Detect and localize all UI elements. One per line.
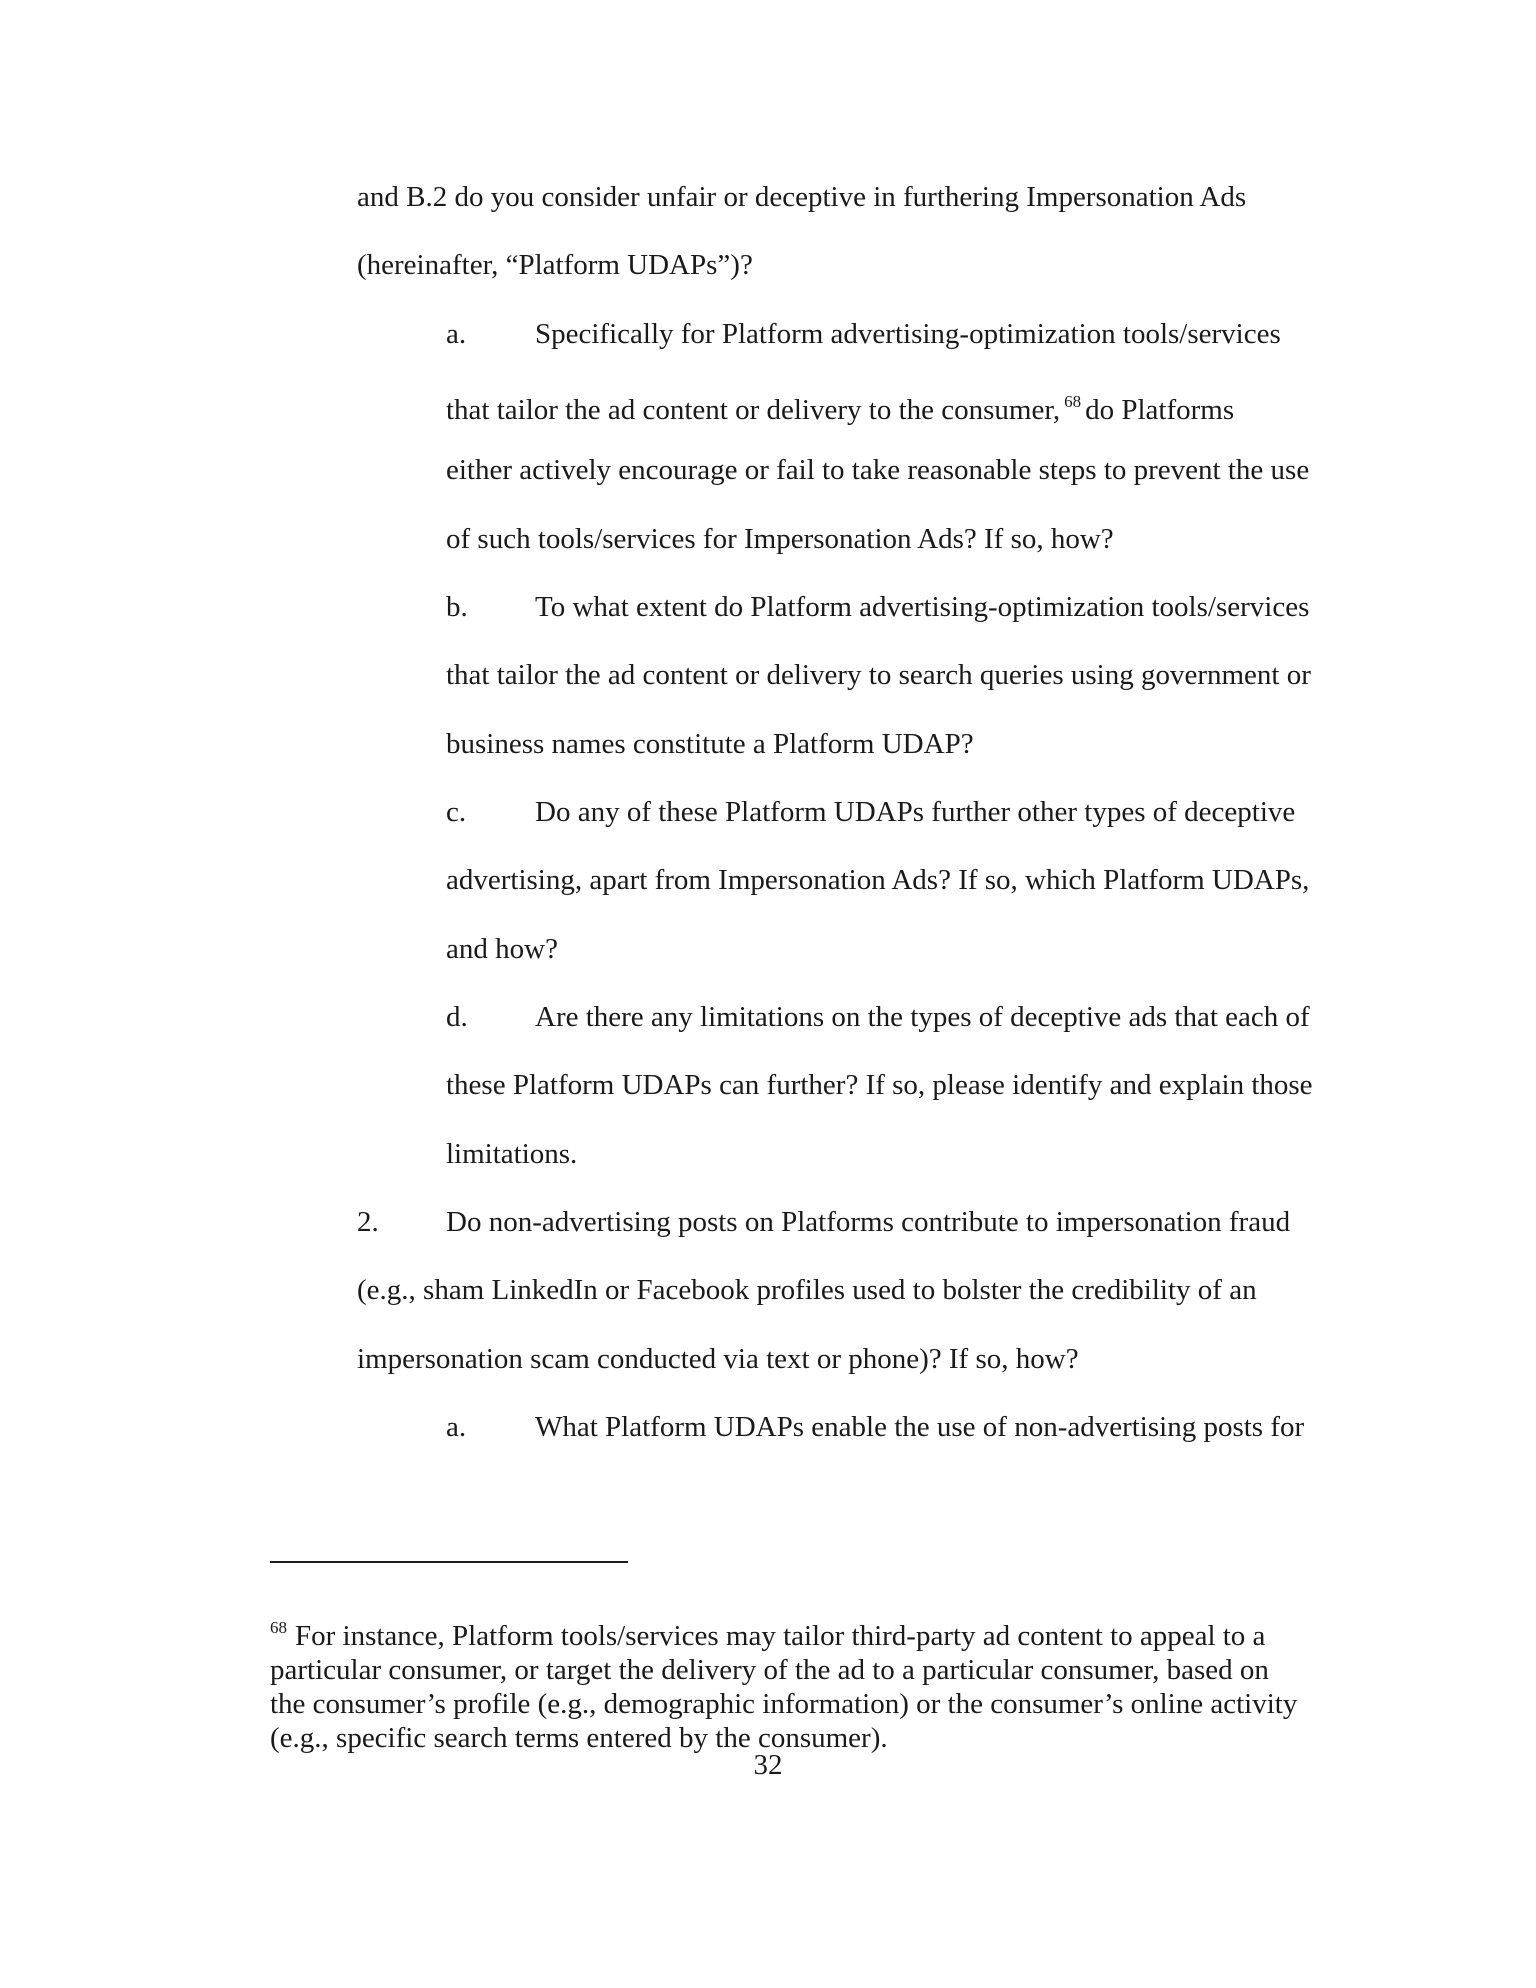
body-line: advertising, apart from Impersonation Ads? If so, which Platform UDAPs, (446, 864, 1310, 896)
body-text: do Platforms (1085, 394, 1235, 426)
footnote-reference[interactable]: 68 (1064, 392, 1082, 411)
body-line: Do non-advertising posts on Platforms contribute to impersonation fraud (446, 1206, 1291, 1238)
body-line-with-footnote-ref (446, 385, 1234, 427)
list-marker: d. (446, 1001, 468, 1033)
body-line: limitations. (446, 1138, 578, 1170)
body-line: of such tools/services for Impersonation Ads? If so, how? (446, 523, 1114, 555)
body-line: Are there any limitations on the types of deceptive ads that each of (535, 1001, 1310, 1033)
body-line: impersonation scam conducted via text or phone)? If so, how? (357, 1343, 1079, 1375)
list-marker: c. (446, 796, 467, 828)
footnote-text: For instance, Platform tools/services may tailor third-party ad content to appeal to a (295, 1620, 1266, 1652)
footnote-line (270, 1611, 1350, 1653)
footnote-line: particular consumer, or target the delivery of the ad to a particular consumer, based on (270, 1654, 1269, 1686)
footnote-number: 68 (270, 1618, 287, 1637)
body-line: Do any of these Platform UDAPs further other types of deceptive (535, 796, 1296, 828)
body-line: To what extent do Platform advertising-optimization tools/services (535, 591, 1310, 623)
body-line: that tailor the ad content or delivery to search queries using government or (446, 659, 1311, 691)
body-line: and B.2 do you consider unfair or deceptive in furthering Impersonation Ads (357, 181, 1247, 213)
footnote-line: the consumer’s profile (e.g., demographic information) or the consumer’s online activity (270, 1688, 1298, 1720)
body-line: What Platform UDAPs enable the use of non-advertising posts for (535, 1411, 1305, 1443)
body-line: (e.g., sham LinkedIn or Facebook profiles used to bolster the credibility of an (357, 1274, 1257, 1306)
body-line: and how? (446, 933, 558, 965)
body-line: (hereinafter, “Platform UDAPs”)? (357, 249, 753, 281)
list-marker: a. (446, 318, 467, 350)
body-line: Specifically for Platform advertising-optimization tools/services (535, 318, 1281, 350)
question-number: 2. (357, 1206, 379, 1238)
footnote-line: (e.g., specific search terms entered by the consumer). (270, 1722, 888, 1754)
footnote-separator (270, 1561, 628, 1563)
body-text: that tailor the ad content or delivery to the consumer, (446, 394, 1061, 426)
list-marker: b. (446, 591, 468, 623)
body-line: these Platform UDAPs can further? If so, please identify and explain those (446, 1069, 1313, 1101)
footnote (270, 1611, 1350, 1755)
body-line: either actively encourage or fail to take reasonable steps to prevent the use (446, 454, 1310, 486)
list-marker: a. (446, 1411, 467, 1443)
body-line: business names constitute a Platform UDAP? (446, 728, 974, 760)
page-number: 32 (753, 1749, 783, 1781)
